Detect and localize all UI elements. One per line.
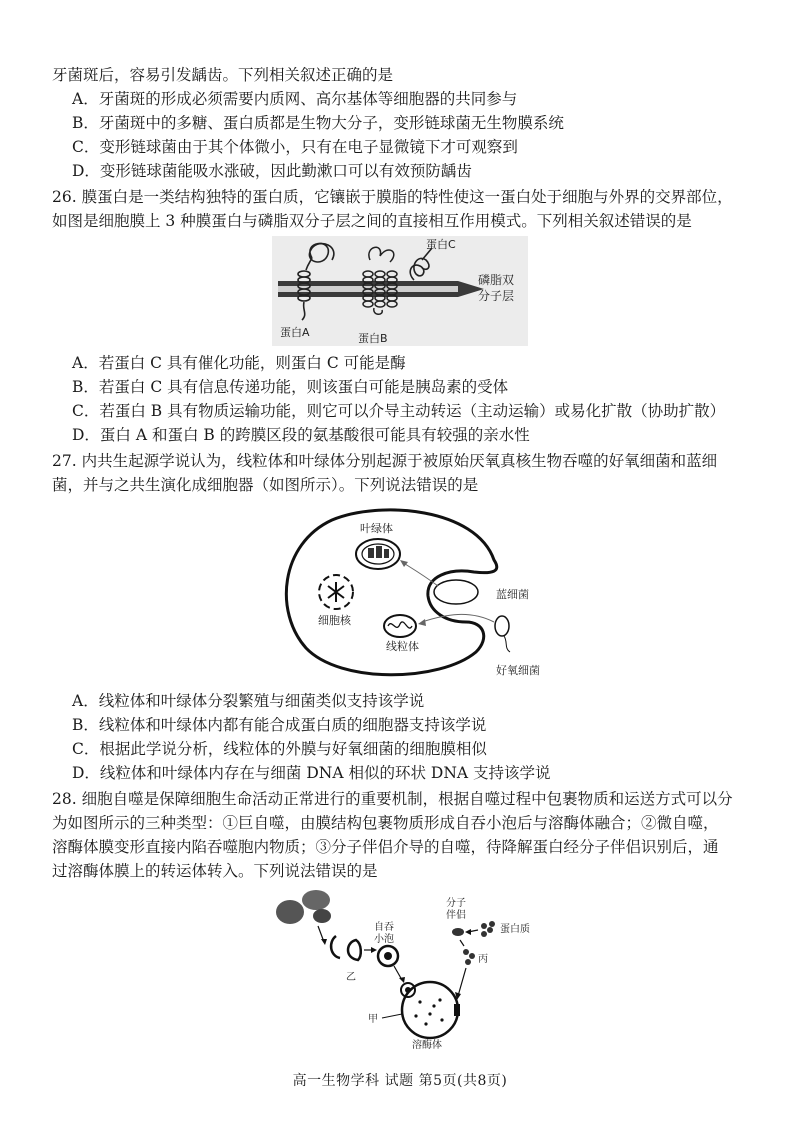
membrane-protein-figure xyxy=(272,236,528,346)
endosymbiosis-figure xyxy=(270,502,560,682)
lysosome-label: 溶酶体 xyxy=(412,1040,442,1051)
chaperone-label-1: 分子 xyxy=(446,898,466,909)
q26-option-a[interactable]: A．若蛋白 C 具有催化功能，则蛋白 C 可能是酶 xyxy=(72,354,406,372)
q26-option-d[interactable]: D．蛋白 A 和蛋白 B 的跨膜区段的氨基酸很可能具有较强的亲水性 xyxy=(72,426,530,444)
q27-option-c[interactable]: C．根据此学说分析，线粒体的外膜与好氧细菌的细胞膜相似 xyxy=(72,740,487,758)
page-footer: 高一生物学科 试题 第5页(共8页) xyxy=(292,1073,508,1089)
q26-stem-line-1: 26. 膜蛋白是一类结构独特的蛋白质，它镶嵌于膜脂的特性使这一蛋白处于细胞与外界的交界部位， xyxy=(52,188,733,206)
q25-option-a[interactable]: A．牙菌斑的形成必须需要内质网、高尔基体等细胞器的共同参与 xyxy=(72,90,518,108)
q26-stem-line-2: 如图是细胞膜上 3 种膜蛋白与磷脂双分子层之间的直接相互作用模式。下列相关叙述错误的是 xyxy=(52,212,692,230)
q27-option-b[interactable]: B．线粒体和叶绿体内都有能合成蛋白质的细胞器支持该学说 xyxy=(72,716,487,734)
q26-option-b[interactable]: B．若蛋白 C 具有信息传递功能，则该蛋白可能是胰岛素的受体 xyxy=(72,378,509,396)
protein-b-label: 蛋白B xyxy=(358,332,388,345)
chaperone-label-2: 伴侣 xyxy=(446,910,466,921)
autophagy-figure xyxy=(270,884,540,1051)
q26-option-c[interactable]: C．若蛋白 B 具有物质运输功能，则它可以介导主动转运（主动运输）或易化扩散（协助扩散） xyxy=(72,402,726,420)
mitochondria-label: 线粒体 xyxy=(386,640,419,653)
protein-a-label: 蛋白A xyxy=(280,326,310,339)
q25-option-c[interactable]: C．变形链球菌由于其个体微小，只有在电子显微镜下才可观察到 xyxy=(72,138,518,156)
q28-stem-line-1: 28. 细胞自噬是保障细胞生命活动正常进行的重要机制，根据自噬过程中包裹物质和运送方式可以分 xyxy=(52,790,733,808)
cyanobacteria-label: 蓝细菌 xyxy=(496,588,529,601)
chaperone-shape xyxy=(452,928,464,936)
nucleus-shape xyxy=(319,575,353,609)
chloroplast-shape xyxy=(356,539,400,569)
aerobic-bacteria-label: 好氧细菌 xyxy=(496,664,540,677)
bilayer-label-1: 磷脂双 xyxy=(478,273,515,287)
chloroplast-label: 叶绿体 xyxy=(360,522,393,535)
jia-label: 甲 xyxy=(368,1014,378,1025)
q28-stem-line-2: 为如图所示的三种类型：①巨自噬，由膜结构包裹物质形成自吞小泡后与溶酶体融合；②微自噬， xyxy=(52,814,719,832)
mitochondria-shape xyxy=(384,615,416,637)
q27-option-a[interactable]: A．线粒体和叶绿体分裂繁殖与细菌类似支持该学说 xyxy=(72,692,425,710)
nucleus-label: 细胞核 xyxy=(318,614,351,627)
cyanobacteria-shape xyxy=(434,580,478,604)
q25-stem-tail: 牙菌斑后，容易引发龋齿。下列相关叙述正确的是 xyxy=(52,66,394,84)
vesicle-label-2: 小泡 xyxy=(374,934,394,945)
q28-stem-line-3: 溶酶体膜变形直接内陷吞噬胞内物质；③分子伴侣介导的自噬，待降解蛋白经分子伴侣识别后，通 xyxy=(52,838,719,856)
yi-label: 乙 xyxy=(346,972,356,983)
aerobic-bacteria-shape xyxy=(495,616,509,636)
protein-c-label: 蛋白C xyxy=(426,238,456,251)
q25-option-d[interactable]: D．变形链球菌能吸水涨破，因此勤漱口可以有效预防龋齿 xyxy=(72,162,472,180)
engulf-arrows xyxy=(400,560,494,626)
protein-label: 蛋白质 xyxy=(500,924,530,935)
q27-option-d[interactable]: D．线粒体和叶绿体内存在与细菌 DNA 相似的环状 DNA 支持该学说 xyxy=(72,764,551,782)
protein-cluster-shape xyxy=(481,921,495,937)
q27-stem-line-2: 菌，并与之共生演化成细胞器（如图所示）。下列说法错误的是 xyxy=(52,476,479,494)
bilayer-label-2: 分子层 xyxy=(478,289,515,303)
bing-label: 丙 xyxy=(478,954,488,965)
vesicle-label-1: 自吞 xyxy=(374,922,394,933)
phagophore-shape xyxy=(331,936,340,958)
lysosome-contents xyxy=(414,998,443,1025)
cytoplasm-material-shape xyxy=(276,890,331,924)
q25-option-b[interactable]: B．牙菌斑中的多糖、蛋白质都是生物大分子，变形链球菌无生物膜系统 xyxy=(72,114,564,132)
transporter-shape xyxy=(454,1004,460,1016)
q28-stem-line-4: 过溶酶体膜上的转运体转入。下列说法错误的是 xyxy=(52,862,378,880)
q27-stem-line-1: 27. 内共生起源学说认为，线粒体和叶绿体分别起源于被原始厌氧真核生物吞噬的好氧细菌和蓝细 xyxy=(52,452,718,470)
